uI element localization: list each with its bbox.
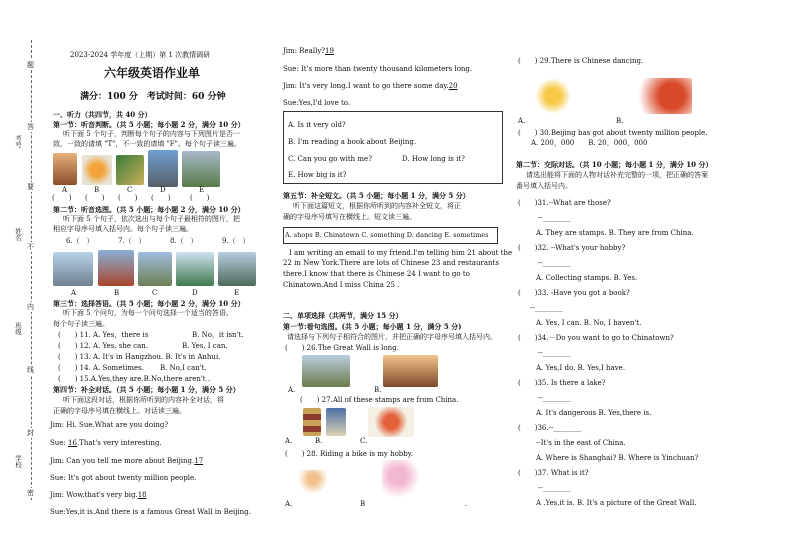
listening-option-b: B. No，it isn't. — [192, 331, 244, 339]
option-letter: D — [192, 289, 198, 297]
question-number[interactable]: 9.（ ） — [222, 237, 250, 245]
option-letter: B — [114, 289, 120, 297]
listening-item[interactable]: ( ) 13. A. It's in Hangzhou. B. It's in Anhui. — [58, 353, 221, 361]
option-letter: C — [152, 289, 158, 297]
section-2-heading: 第二节：听音选图。（共 5 小题；每小题 2 分，满分 10 分） — [53, 205, 245, 214]
seal-char: 题 — [27, 61, 34, 69]
section-1-heading: 第一节：听音判断。（共 5 小题；每小题 2 分，满分 10 分） — [53, 120, 245, 129]
dialog-line: Sue:Yes,I'd love to. — [283, 99, 351, 107]
section-2-2-directions: 请选出能将下面的人物对话补充完整的一项，把正确的答案 — [526, 171, 708, 179]
question-number[interactable]: 8.（ ） — [170, 237, 198, 245]
answer-paren[interactable]: ( ) — [190, 194, 210, 202]
section-3-heading: 第三节：选择答语。（共 5 小题；每小题 2 分，满分 10 分） — [53, 299, 245, 308]
listening-option-b: B. Yes, I can. — [182, 342, 228, 350]
page-title: 六年级英语作业单 — [104, 66, 201, 80]
option-label: B. — [616, 117, 624, 125]
option-letter: A — [71, 289, 77, 297]
answer-paren[interactable]: ( ) — [52, 194, 72, 202]
seal-char: 不 — [27, 243, 34, 251]
passage-line: 22 in New York.There are lots of Chinese 23 and restaurants — [283, 259, 499, 267]
seal-char: 线 — [27, 366, 34, 374]
dialog-options: A. It's dangerous B. Yes,there is. — [536, 409, 652, 417]
dialog-question[interactable]: ( )37. What is it? — [518, 469, 589, 477]
dialog-question[interactable]: ( )32. --What's your hobby? — [518, 244, 626, 252]
dialog-line: Sue: 16.That's very interesting. — [50, 439, 162, 447]
great-wall-picture — [302, 355, 350, 387]
section-2-directions: 相应字母序号填入括号内。每个句子读三遍。 — [53, 225, 193, 233]
city-picture — [148, 150, 178, 187]
answer-paren[interactable]: ( ) — [118, 194, 138, 202]
dialog-blank[interactable]: --________ — [538, 394, 571, 402]
question-27[interactable]: ( ) 27.All of these stamps are from China. — [300, 396, 459, 404]
passage-line: there.I know that there is Chinese 24 I want to go to — [283, 270, 470, 278]
dialog-options: A. Yes,I do. B. Yes,I have. — [536, 364, 626, 372]
option-label: A. — [518, 117, 526, 125]
stamp-picture — [82, 155, 112, 185]
question-29[interactable]: ( ) 29.There is Chinese dancing. — [518, 57, 644, 65]
exam-header: 2023-2024 学年度（上期）第 1 次教情调研 — [70, 51, 211, 59]
dialog-blank[interactable]: --________ — [538, 484, 571, 492]
dialog-line: Jim: Hi. Sue.What are you doing? — [50, 421, 169, 429]
blank-20[interactable]: 20 — [448, 82, 458, 90]
dialog-question[interactable]: ( )35. Is there a lake? — [518, 379, 606, 387]
word-bank: A. shops B. Chinatown C. something D. dancing E. sometimes — [285, 231, 489, 239]
section-2-1-directions: 请选择与下列句子相符合的图片，并把正确的字母序号填入括号内。 — [287, 333, 497, 341]
river-picture — [176, 252, 214, 286]
stamps-picture — [326, 408, 346, 436]
dialog-blank[interactable]: --________ — [538, 214, 571, 222]
trailing-dot: . — [465, 500, 468, 508]
option-item: B. I'm reading a book about Beijing. — [288, 138, 417, 146]
dialog-question[interactable]: ( )33. -Have you got a book? — [518, 289, 630, 297]
listening-item[interactable]: ( ) 15.A.Yes,they are.B.No,there aren't . — [58, 375, 211, 383]
dialog-line: Sue:Yes,it is.And there is a famous Great Wall in Beijing. — [50, 508, 251, 516]
option-item: D. How long is it? — [402, 155, 465, 163]
kite-picture — [368, 407, 414, 437]
dialog-blank[interactable]: --________ — [538, 349, 571, 357]
dialog-line: Jim: Really?19 — [283, 47, 334, 55]
section-3-directions: 听下面 5 个问句，为每一个问句选择一个适当的答语。 — [63, 309, 233, 317]
seal-char: 封 — [27, 429, 34, 437]
option-label: B — [360, 500, 366, 508]
option-letter: B — [94, 186, 100, 194]
answer-paren[interactable]: ( ) — [151, 194, 171, 202]
music-kids-picture — [529, 78, 577, 114]
dialog-blank[interactable]: --________ — [538, 259, 571, 267]
option-item: E. How big is it? — [288, 171, 347, 179]
section-5-heading: 第五节：补全短文。（共 5 小题；每小题 1 分，满分 5 分） — [283, 191, 470, 200]
option-letter: E — [234, 289, 240, 297]
label-exam-no: 考号 — [14, 135, 22, 148]
great-wall-picture — [182, 151, 220, 187]
passage-line: I am writing an email to my friend.I'm telling him 21 about the — [289, 249, 513, 257]
dialog-question[interactable]: ( )31.--What are those? — [518, 199, 611, 207]
option-letter: A — [62, 186, 68, 194]
great-wall-picture — [138, 252, 172, 286]
dialog-line: Sue: It's got about twenty million people. — [50, 474, 197, 482]
dialog-blank: --It's in the east of China. — [536, 439, 626, 447]
binding-margin — [4, 0, 50, 560]
dragon-dance-picture — [624, 78, 692, 114]
section-1-directions: 致，一致的请填 "T"，不一致的请填 "F"。每个句子读三遍。 — [53, 140, 241, 148]
option-label: A. — [285, 500, 293, 508]
dialog-options: A .Yes,it is. B. It's a picture of the Great Wall. — [536, 499, 697, 507]
option-item: C. Can you go with me? — [288, 155, 372, 163]
section-5-directions: 确的字母序号填写在横线上。短文读三遍。 — [283, 213, 416, 221]
section-3-directions: 每个句子读三遍。 — [53, 320, 109, 328]
part-2-heading: 二、单项选择（共两节，满分 15 分） — [283, 311, 403, 320]
label-name: 姓名 — [14, 228, 22, 241]
dialog-options: A. Collecting stamps. B. Yes. — [536, 274, 638, 282]
section-5-directions: 听下面这篇短文，根据你所听到的内容补全短文，将正 — [293, 202, 461, 210]
girl-picture — [53, 153, 77, 185]
option-label: A. — [285, 437, 293, 445]
option-letter: E — [199, 186, 205, 194]
option-label: C. — [360, 437, 368, 445]
bike-rider-picture — [382, 460, 422, 500]
passage-line: Chinatown.And I miss China 25 . — [283, 281, 400, 289]
listening-item[interactable]: ( ) 12. A. Yes, she can. — [58, 342, 149, 350]
part-1-heading: 一、听力（共四节，共 40 分） — [53, 110, 152, 119]
mountain-picture — [218, 252, 256, 286]
score-line: 满分：100 分 考试时间：60 分钟 — [80, 92, 226, 102]
section-2-2-directions: 番号填入括号内。 — [516, 182, 572, 190]
question-30-options: A. 200，000 B. 20，000，000 — [531, 139, 648, 147]
seal-char: 答 — [27, 123, 34, 131]
label-school: 学校 — [14, 455, 22, 468]
option-item: A. Is it very old? — [288, 121, 346, 129]
option-label: B. — [374, 386, 382, 394]
section-1-directions: 听下面 5 个句子，判断每个句子的内容与下列图片是否一 — [63, 130, 240, 138]
option-letter: D — [160, 186, 166, 194]
dialog-options: A. They are stamps. B. They are from China. — [536, 229, 694, 237]
dialog-line: Jim: It's very long.I want to go there some day.20 — [283, 82, 458, 90]
chinatown-gate-picture — [98, 250, 134, 286]
listening-option-b: B. No,I can't. — [160, 364, 207, 372]
section-4-directions: 正确的字母序号填在横线上。对话读三遍。 — [53, 407, 186, 415]
question-26[interactable]: ( ) 26.The Great Wall is long. — [285, 344, 399, 352]
stamps-picture — [303, 408, 321, 436]
blank-19[interactable]: 19 — [325, 47, 334, 55]
runner-picture — [299, 470, 327, 500]
dialog-question[interactable]: ( )36.--________ — [518, 424, 582, 432]
seal-char: 密 — [27, 489, 34, 497]
dialog-options: A. Where is Shanghai? B. Where is Yinchuan? — [536, 454, 699, 462]
dialog-blank[interactable]: --________ — [530, 304, 563, 312]
section-2-directions: 听下面 5 个句子，依次选出与每个句子最相符的图片，把 — [63, 215, 240, 223]
section-2-1-heading: 第一节:看句选图。(共 5 小题；每小题 1 分，满分 5 分) — [283, 322, 462, 331]
blank-16[interactable]: 16 — [68, 439, 77, 447]
label-class: 班级 — [14, 322, 22, 335]
dialog-line: Jim: Wow,that's very big.18 — [50, 491, 147, 499]
horse-stamp-picture — [116, 155, 144, 185]
option-letter: C — [127, 186, 133, 194]
listening-item[interactable]: ( ) 11. A. Yes，there is — [58, 331, 149, 339]
blank-17[interactable]: 17 — [194, 457, 204, 465]
dialog-options: A. Yes, I can. B. No, I haven't. — [536, 319, 642, 327]
pavilion-picture — [383, 355, 438, 387]
dialog-line: Jim: Can you tell me more about Beijing.17 — [50, 457, 204, 465]
dialog-line: Sue: It's more than twenty thousand kilometers long. — [283, 65, 473, 73]
question-number[interactable]: 7.（ ） — [118, 237, 146, 245]
option-label: B. — [315, 437, 323, 445]
section-4-directions: 听下面这段对话，根据你所听到的内容补全对话，将 — [63, 396, 224, 404]
blank-18[interactable]: 18 — [137, 491, 147, 499]
question-28[interactable]: ( ) 28. Riding a bike is my hobby. — [285, 450, 414, 458]
skyline-picture — [53, 252, 93, 286]
question-number[interactable]: 6.（ ） — [66, 237, 94, 245]
seal-char: 要 — [27, 183, 34, 191]
section-4-heading: 第四节：补全对话。（共 5 小题；每小题 1 分，满分 5 分） — [53, 385, 240, 394]
option-label: A. — [288, 386, 296, 394]
dialog-question[interactable]: ( )34.－Do you want to go to Chinatown? — [518, 334, 674, 342]
listening-item[interactable]: ( ) 14. A. Sometimes. — [58, 364, 144, 372]
section-2-2-heading: 第二节：交际对话。（共 10 小题；每小题 1 分，满分 10 分） — [516, 160, 713, 169]
seal-char: 内 — [27, 303, 34, 311]
question-30[interactable]: ( ) 30.Beijing has got about twenty million people. — [518, 129, 708, 137]
answer-paren[interactable]: ( ) — [85, 194, 105, 202]
